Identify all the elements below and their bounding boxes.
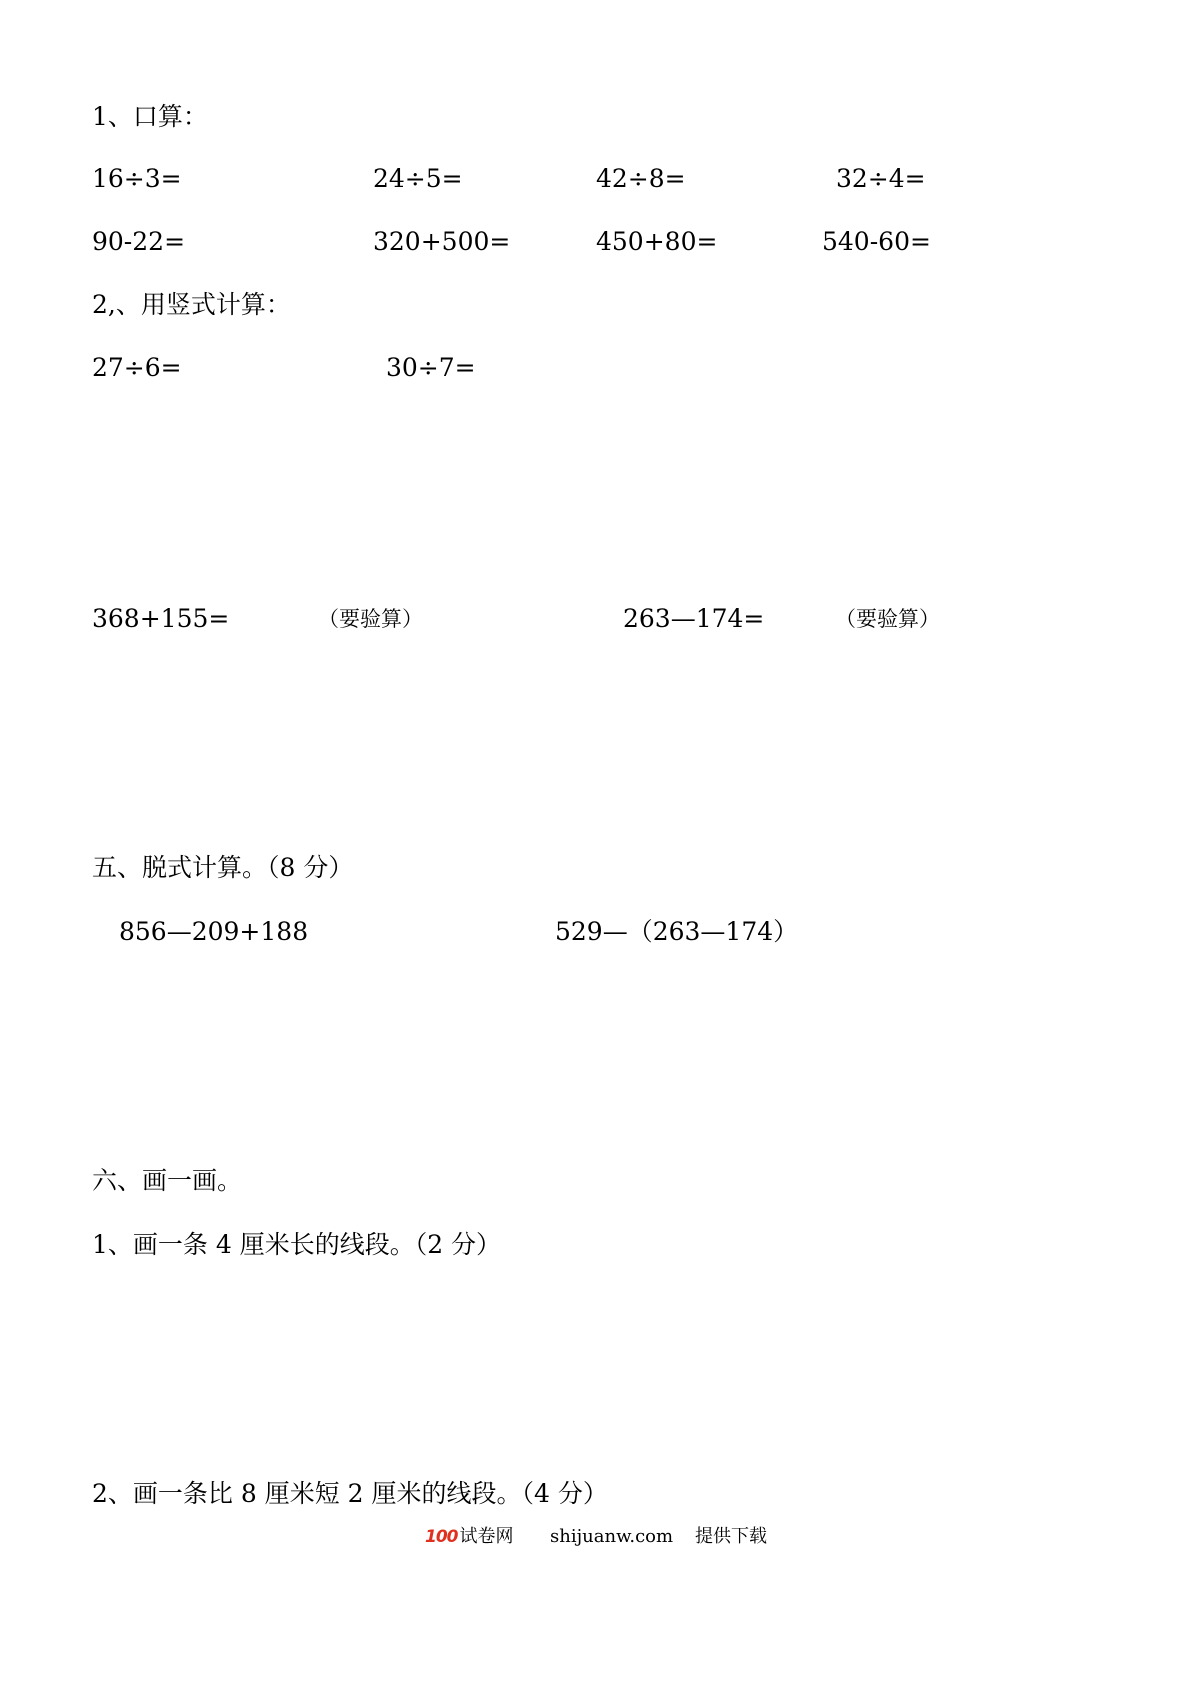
stepwise-problem-2: 529—（263—174）: [555, 917, 799, 946]
section1-heading: 1、口算：: [92, 102, 208, 131]
oral-problem-7: 450+80=: [596, 227, 718, 256]
site-logo-icon: 100: [425, 1527, 458, 1547]
section5-heading: 五、脱式计算。（8 分）: [92, 853, 354, 882]
oral-problem-3: 42÷8=: [596, 164, 686, 193]
verify-note-1: （要验算）: [318, 607, 423, 631]
oral-problem-2: 24÷5=: [373, 164, 463, 193]
vertical-problem-4: 263—174=: [623, 604, 765, 633]
vertical-problem-1: 27÷6=: [92, 353, 182, 382]
section6-heading: 六、画一画。: [92, 1166, 243, 1195]
stepwise-problem-1: 856—209+188: [119, 917, 309, 946]
drawing-question-2: 2、画一条比 8 厘米短 2 厘米的线段。（4 分）: [92, 1479, 608, 1508]
footer-site-name: 试卷网: [459, 1526, 514, 1547]
vertical-problem-3: 368+155=: [92, 604, 230, 633]
oral-problem-4: 32÷4=: [836, 164, 926, 193]
oral-problem-5: 90-22=: [92, 227, 186, 256]
section2-heading: 2,、用竖式计算：: [92, 290, 291, 319]
footer-tagline: 提供下载: [695, 1526, 767, 1547]
vertical-problem-2: 30÷7=: [386, 353, 476, 382]
drawing-question-1: 1、画一条 4 厘米长的线段。（2 分）: [92, 1230, 502, 1259]
oral-problem-8: 540-60=: [822, 227, 931, 256]
footer-brand: [425, 1524, 514, 1550]
verify-note-2: （要验算）: [835, 607, 940, 631]
footer-url: shijuanw.com: [550, 1526, 674, 1547]
oral-problem-6: 320+500=: [373, 227, 511, 256]
oral-problem-1: 16÷3=: [92, 164, 182, 193]
